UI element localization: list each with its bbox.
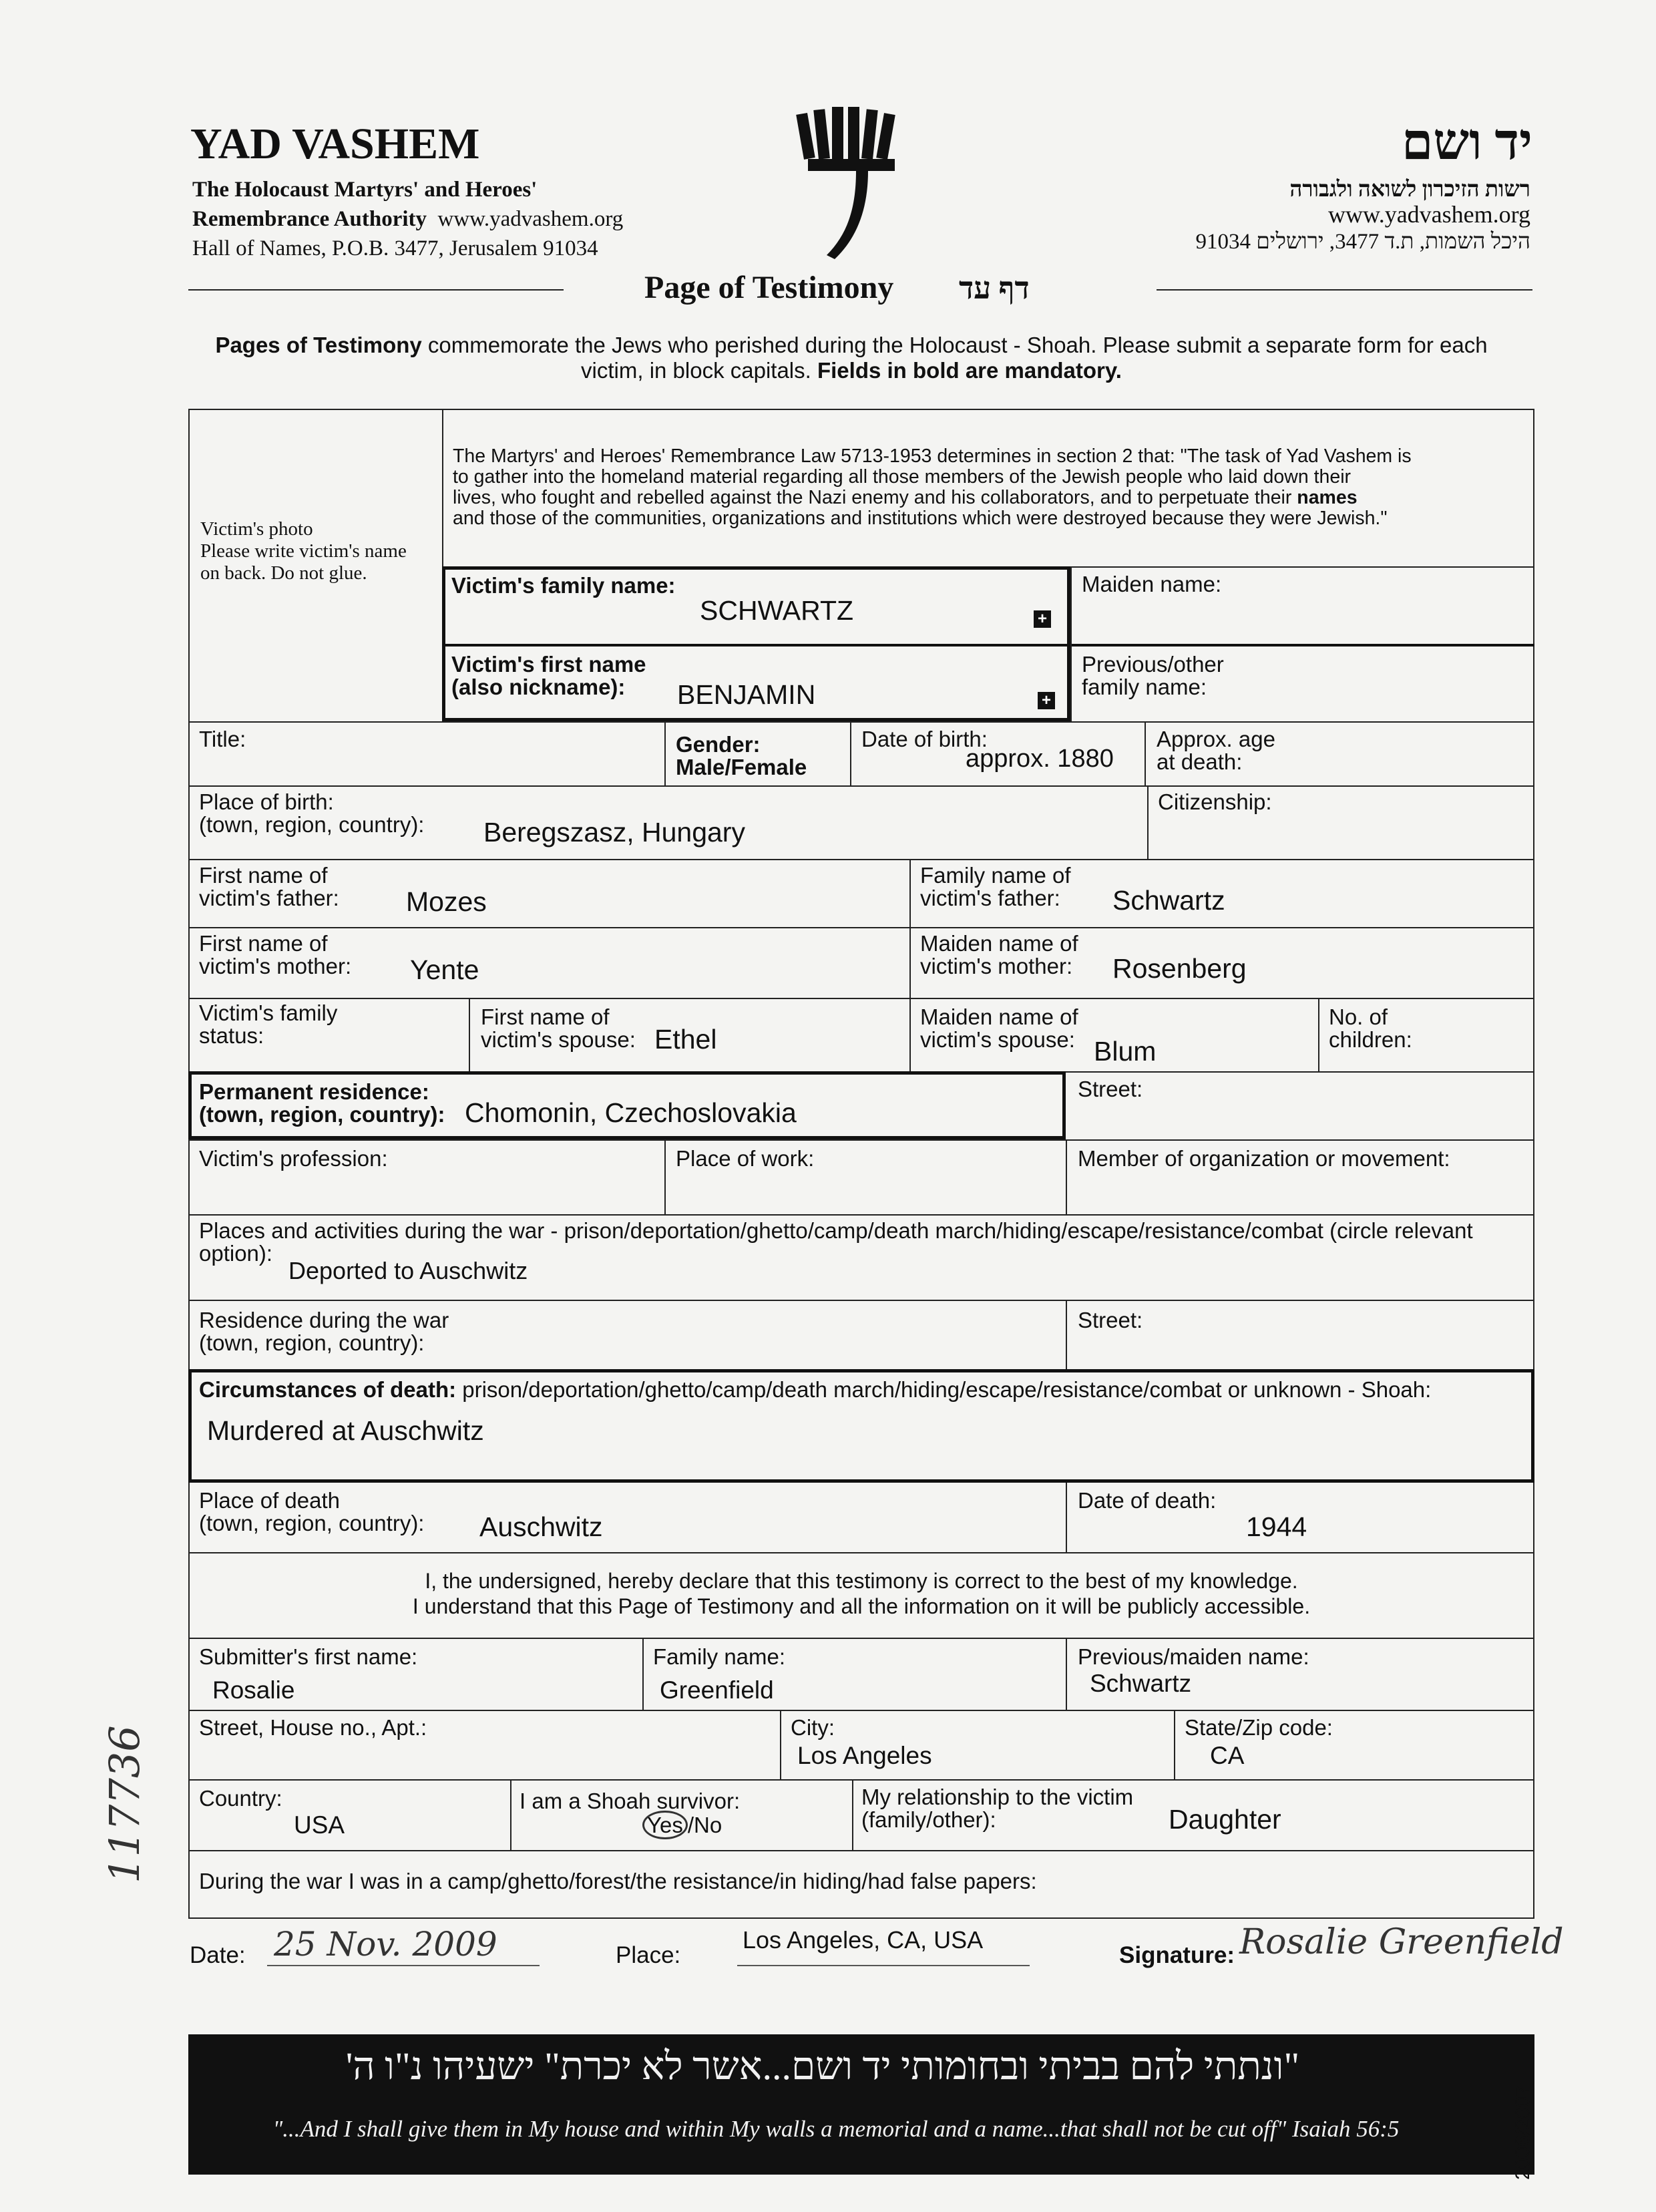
divider bbox=[469, 998, 470, 1073]
death-place-label bbox=[199, 1489, 424, 1535]
age-label-2: at death: bbox=[1157, 749, 1243, 774]
family-name-label: Victim's family name: bbox=[451, 573, 676, 598]
relationship-value[interactable]: Daughter bbox=[1169, 1804, 1281, 1835]
website-en: www.yadvashem.org bbox=[437, 207, 624, 231]
father-family-label-1: Family name of bbox=[920, 863, 1071, 888]
org-subtitle-2-line bbox=[192, 207, 623, 232]
submitter-prev-value[interactable]: Schwartz bbox=[1090, 1670, 1192, 1697]
survivor-label: I am a Shoah survivor: bbox=[520, 1789, 741, 1813]
profession-label: Victim's profession: bbox=[199, 1146, 388, 1171]
row-line bbox=[188, 1552, 1534, 1553]
gender-label-2: Male/Female bbox=[676, 755, 807, 779]
row-line bbox=[188, 721, 1534, 723]
during-war-label: During the war I was in a camp/ghetto/forest/the resistance/in hiding/had false papers: bbox=[199, 1869, 1037, 1893]
divider bbox=[642, 1638, 644, 1710]
address-he: היכל השמות, ת.ד 3477, ירושלים 91034 bbox=[1195, 230, 1530, 254]
photo-line-2: Please write victim's name bbox=[200, 540, 407, 562]
row-line bbox=[188, 859, 1534, 860]
law-line-4: and those of the communities, organizations and institutions which were destroyed because they were Jewish." bbox=[453, 508, 1388, 529]
menorah-logo-icon bbox=[795, 107, 908, 260]
spouse-first-label bbox=[481, 1006, 636, 1051]
survivor-yes-circled[interactable]: Yes bbox=[642, 1811, 688, 1839]
intro-text bbox=[187, 333, 1516, 383]
place-line bbox=[737, 1965, 1030, 1966]
death-place-label-1: Place of death bbox=[199, 1488, 340, 1513]
divider bbox=[510, 1779, 511, 1850]
spouse-maiden-label bbox=[920, 1006, 1078, 1051]
prev-family-label bbox=[1082, 653, 1224, 699]
intro-text-1: commemorate the Jews who perished during the Holocaust - Shoah. Please submit a separate form for each bbox=[421, 333, 1488, 357]
address-en: Hall of Names, P.O.B. 3477, Jerusalem 91034 bbox=[192, 236, 598, 260]
row-line bbox=[188, 1710, 1534, 1711]
law-line-3b: names bbox=[1297, 487, 1358, 508]
divider bbox=[780, 1710, 781, 1779]
father-first-value[interactable]: Mozes bbox=[406, 886, 487, 917]
war-places-label-2: option): bbox=[199, 1241, 273, 1266]
footer-banner bbox=[188, 2034, 1534, 2175]
first-name-label-2: (also nickname): bbox=[451, 675, 626, 699]
submitter-family-value[interactable]: Greenfield bbox=[660, 1676, 774, 1704]
photo-line-3: on back. Do not glue. bbox=[200, 562, 367, 584]
spouse-first-label-1: First name of bbox=[481, 1004, 610, 1029]
war-residence-label bbox=[199, 1309, 449, 1354]
header-rule-left bbox=[188, 289, 564, 291]
spouse-maiden-label-1: Maiden name of bbox=[920, 1004, 1078, 1029]
subtitle-he: רשות הזיכרון לשואה ולגבורה bbox=[1289, 178, 1530, 202]
add-family-name-icon[interactable]: + bbox=[1034, 610, 1051, 628]
pob-label bbox=[199, 791, 424, 836]
dob-label: Date of birth: bbox=[861, 727, 988, 751]
mother-first-label bbox=[199, 932, 351, 978]
death-place-label-2: (town, region, country): bbox=[199, 1511, 425, 1535]
row-line bbox=[188, 998, 1534, 999]
law-line-2: to gather into the homeland material regarding all those members of the Jewish people who laid down their bbox=[453, 466, 1352, 488]
war-residence-label-2: (town, region, country): bbox=[199, 1330, 425, 1355]
prev-family-label-2: family name: bbox=[1082, 675, 1207, 699]
signature-value[interactable]: Rosalie Greenfield bbox=[1239, 1922, 1564, 1962]
divider bbox=[909, 998, 911, 1073]
divider bbox=[1066, 1638, 1067, 1710]
divider bbox=[852, 1779, 853, 1850]
death-place-value[interactable]: Auschwitz bbox=[479, 1511, 603, 1542]
maiden-name-label: Maiden name: bbox=[1082, 572, 1222, 596]
gender-label-1: Gender: bbox=[676, 732, 761, 757]
intro-text-2: victim, in block capitals. bbox=[581, 358, 817, 383]
spouse-first-value[interactable]: Ethel bbox=[654, 1024, 717, 1055]
relationship-label-1: My relationship to the victim bbox=[861, 1785, 1134, 1809]
divider bbox=[909, 859, 911, 998]
death-circ-label bbox=[199, 1378, 1431, 1401]
law-line-3a: lives, who fought and rebelled against the Nazi enemy and his collaborators, and to perpetuate their bbox=[453, 487, 1297, 508]
family-name-value[interactable]: SCHWARTZ bbox=[700, 595, 854, 626]
mother-first-label-1: First name of bbox=[199, 931, 328, 956]
residence-label bbox=[199, 1081, 445, 1126]
survivor-answer bbox=[642, 1813, 722, 1838]
mother-first-value[interactable]: Yente bbox=[410, 954, 479, 985]
declaration-text bbox=[188, 1568, 1534, 1619]
divider bbox=[1147, 785, 1149, 859]
divider bbox=[1066, 1139, 1067, 1214]
first-name-label bbox=[451, 653, 646, 699]
website-he: www.yadvashem.org bbox=[1328, 201, 1530, 228]
father-family-label bbox=[920, 864, 1071, 910]
father-family-label-2: victim's father: bbox=[920, 886, 1060, 910]
photo-box-text bbox=[200, 518, 407, 584]
place-label: Place: bbox=[616, 1942, 681, 1968]
org-subtitle-1: The Holocaust Martyrs' and Heroes' bbox=[192, 178, 538, 202]
citizenship-label: Citizenship: bbox=[1158, 789, 1272, 814]
divider bbox=[664, 1139, 666, 1214]
children-label-2: children: bbox=[1329, 1027, 1412, 1052]
relationship-label-2: (family/other): bbox=[861, 1807, 996, 1832]
declaration-line-1: I, the undersigned, hereby declare that this testimony is correct to the best of my knowledge. bbox=[425, 1569, 1298, 1593]
row-line bbox=[188, 1779, 1534, 1781]
workplace-label: Place of work: bbox=[676, 1146, 815, 1171]
row-line bbox=[188, 1300, 1534, 1301]
gender-label bbox=[676, 733, 807, 779]
divider bbox=[664, 721, 666, 785]
row-line bbox=[1066, 1071, 1534, 1073]
date-value[interactable]: 25 Nov. 2009 bbox=[274, 1925, 497, 1964]
header-rule-right bbox=[1157, 289, 1532, 291]
intro-mandatory: Fields in bold are mandatory. bbox=[817, 358, 1122, 383]
row-line bbox=[188, 1638, 1534, 1639]
death-date-label: Date of death: bbox=[1078, 1488, 1217, 1513]
age-label-1: Approx. age bbox=[1157, 727, 1275, 751]
war-places-value[interactable]: Deported to Auschwitz bbox=[288, 1257, 528, 1284]
state-value[interactable]: CA bbox=[1210, 1742, 1245, 1769]
signature-label: Signature: bbox=[1119, 1942, 1235, 1968]
first-name-value[interactable]: BENJAMIN bbox=[677, 679, 816, 710]
war-places-label-1: Places and activities during the war - prison/deportation/ghetto/camp/death march/hiding/escape/resistance/combat (circle relevant bbox=[199, 1218, 1473, 1243]
residence-label-2: (town, region, country): bbox=[199, 1102, 445, 1127]
footer-hebrew-quote: "ונתתי להם בביתי ובחומותי יד ושם...אשר לא יכרת" ישעיהו נ"ו ה' bbox=[345, 2044, 1300, 2088]
submitter-family-label: Family name: bbox=[653, 1644, 786, 1669]
org-name-en: YAD VASHEM bbox=[190, 120, 480, 168]
date-line bbox=[267, 1965, 540, 1966]
residence-label-1: Permanent residence: bbox=[199, 1079, 429, 1104]
law-text bbox=[453, 446, 1521, 529]
add-first-name-icon[interactable]: + bbox=[1038, 692, 1055, 709]
divider bbox=[1066, 1483, 1067, 1552]
mother-maiden-value[interactable]: Rosenberg bbox=[1112, 953, 1247, 984]
law-line-3 bbox=[453, 488, 1521, 508]
country-label: Country: bbox=[199, 1786, 282, 1811]
state-label: State/Zip code: bbox=[1185, 1715, 1333, 1740]
spouse-maiden-value[interactable]: Blum bbox=[1094, 1036, 1157, 1067]
pob-label-2: (town, region, country): bbox=[199, 812, 425, 837]
row-line bbox=[188, 927, 1534, 928]
row-line bbox=[188, 1850, 1534, 1851]
country-value[interactable]: USA bbox=[294, 1811, 345, 1839]
death-circ-label-bold: Circumstances of death: bbox=[199, 1377, 457, 1402]
survivor-no[interactable]: /No bbox=[687, 1813, 722, 1837]
father-first-label-2: victim's father: bbox=[199, 886, 339, 910]
law-line-1: The Martyrs' and Heroes' Remembrance Law 5713-1953 determines in section 2 that: "The task of Yad Vashem is bbox=[453, 445, 1412, 467]
margin-note: 117736 bbox=[100, 1725, 149, 1883]
children-label bbox=[1329, 1006, 1412, 1051]
mother-maiden-label-2: victim's mother: bbox=[920, 954, 1073, 978]
children-label-1: No. of bbox=[1329, 1004, 1388, 1029]
family-status-label-2: status: bbox=[199, 1023, 264, 1048]
row-line bbox=[188, 1214, 1534, 1216]
mother-maiden-label bbox=[920, 932, 1078, 978]
maiden-divider bbox=[1070, 566, 1072, 721]
street-label: Street: bbox=[1078, 1077, 1143, 1101]
age-label bbox=[1157, 728, 1275, 773]
member-label: Member of organization or movement: bbox=[1078, 1146, 1450, 1171]
divider bbox=[1145, 721, 1146, 785]
pob-label-1: Place of birth: bbox=[199, 789, 334, 814]
spouse-first-label-2: victim's spouse: bbox=[481, 1027, 636, 1052]
mother-first-label-2: victim's mother: bbox=[199, 954, 352, 978]
submitter-first-label: Submitter's first name: bbox=[199, 1644, 418, 1669]
family-status-label bbox=[199, 1002, 337, 1047]
photo-line-1: Victim's photo bbox=[200, 518, 313, 540]
death-date-value[interactable]: 1944 bbox=[1246, 1511, 1307, 1542]
org-subtitle-2: Remembrance Authority bbox=[192, 207, 427, 231]
death-circ-label-rest: prison/deportation/ghetto/camp/death march/hiding/escape/resistance/combat or unknown - Shoah: bbox=[456, 1377, 1432, 1402]
date-label: Date: bbox=[190, 1942, 246, 1968]
relationship-label bbox=[861, 1786, 1133, 1831]
prev-family-label-1: Previous/other bbox=[1082, 652, 1224, 677]
pob-value[interactable]: Beregszasz, Hungary bbox=[483, 817, 745, 848]
page-title-he: דף עד bbox=[959, 271, 1030, 305]
war-residence-label-1: Residence during the war bbox=[199, 1308, 449, 1332]
intro-bold: Pages of Testimony bbox=[215, 333, 422, 357]
declaration-line-2: I understand that this Page of Testimony and all the information on it will be publicly accessible. bbox=[412, 1594, 1311, 1618]
divider bbox=[1318, 998, 1319, 1073]
divider bbox=[1066, 1300, 1067, 1369]
place-value[interactable]: Los Angeles, CA, USA bbox=[743, 1926, 984, 1954]
father-family-value[interactable]: Schwartz bbox=[1112, 885, 1225, 916]
father-first-label-1: First name of bbox=[199, 863, 328, 888]
row-line bbox=[188, 785, 1534, 787]
city-label: City: bbox=[791, 1715, 835, 1740]
footer-english-quote: "...And I shall give them in My house and within My walls a memorial and a name...that shall not be cut off" Isaiah 56:5 bbox=[272, 2116, 1400, 2142]
father-first-label bbox=[199, 864, 339, 910]
divider bbox=[1174, 1710, 1175, 1779]
family-status-label-1: Victim's family bbox=[199, 1000, 338, 1025]
row-line bbox=[188, 1139, 1534, 1141]
divider bbox=[850, 721, 851, 785]
spouse-maiden-label-2: victim's spouse: bbox=[920, 1027, 1075, 1052]
page-title-en: Page of Testimony bbox=[644, 270, 894, 305]
residence-value[interactable]: Chomonin, Czechoslovakia bbox=[465, 1097, 797, 1128]
names-divider bbox=[442, 644, 1534, 647]
dob-value[interactable]: approx. 1880 bbox=[966, 745, 1114, 773]
org-name-he: יד ושם bbox=[1401, 114, 1532, 170]
submitter-prev-label: Previous/maiden name: bbox=[1078, 1644, 1309, 1669]
first-name-label-1: Victim's first name bbox=[451, 652, 646, 677]
city-value[interactable]: Los Angeles bbox=[797, 1742, 932, 1769]
death-circ-value[interactable]: Murdered at Auschwitz bbox=[207, 1415, 484, 1446]
war-street-label: Street: bbox=[1078, 1308, 1143, 1332]
submitter-first-value[interactable]: Rosalie bbox=[212, 1676, 295, 1704]
submitter-street-label: Street, House no., Apt.: bbox=[199, 1715, 427, 1740]
maiden-top-line bbox=[1070, 566, 1534, 568]
mother-maiden-label-1: Maiden name of bbox=[920, 931, 1078, 956]
title-label: Title: bbox=[199, 727, 246, 751]
form-version: 2006/2007 bbox=[1512, 2085, 1534, 2180]
